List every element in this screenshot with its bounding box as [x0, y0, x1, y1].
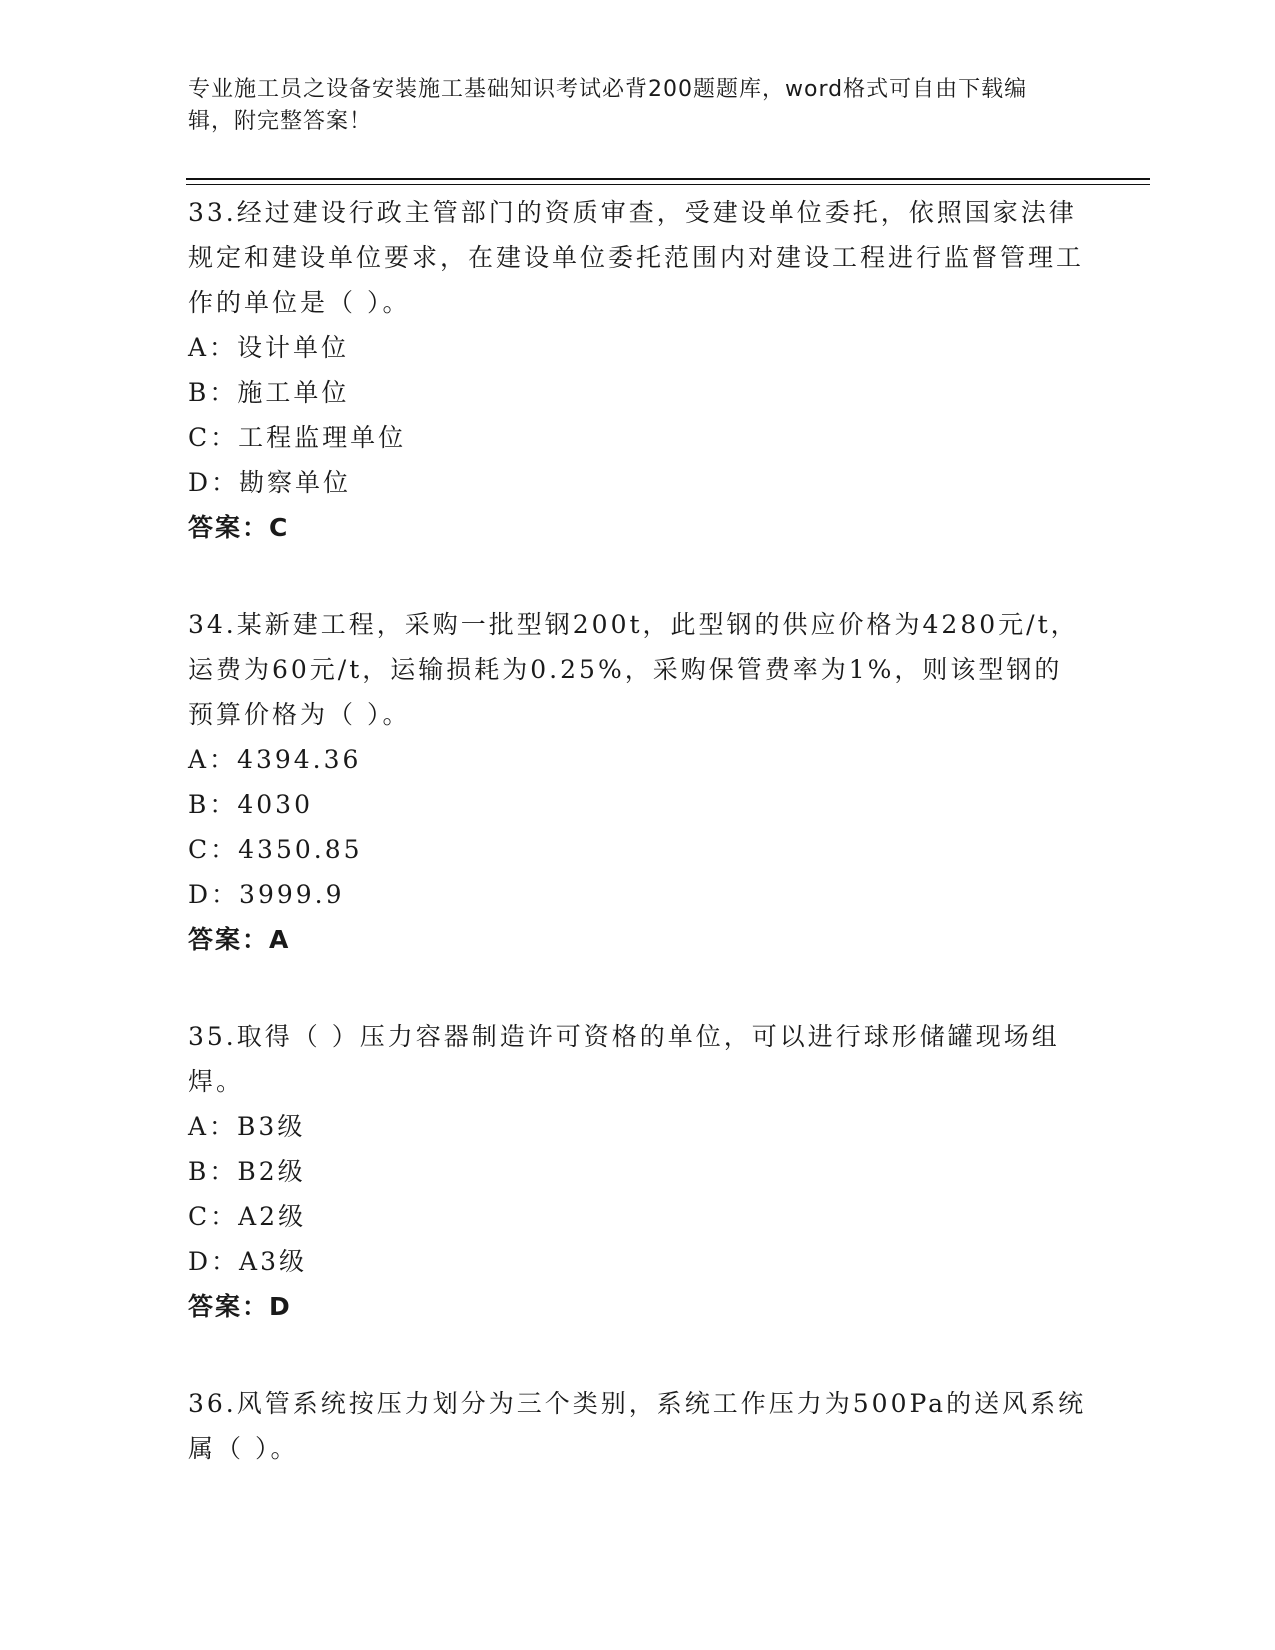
- option-d: D：A3级: [188, 1247, 308, 1276]
- option-b: B：4030: [188, 790, 313, 819]
- question-36: [188, 1381, 1088, 1471]
- question-stem: 36.风管系统按压力划分为三个类别，系统工作压力为500Pa的送风系统属（ ）。: [188, 1389, 1087, 1463]
- option-a: A：B3级: [188, 1112, 306, 1141]
- option-b: B：施工单位: [188, 378, 350, 407]
- answer-label: 答案：C: [188, 513, 290, 542]
- question-34: [188, 602, 1088, 962]
- option-c: C：工程监理单位: [188, 423, 407, 452]
- answer-label: 答案：A: [188, 925, 291, 954]
- question-list: [188, 190, 1088, 1523]
- option-a: A：设计单位: [188, 333, 350, 362]
- option-d: D：3999.9: [188, 880, 345, 909]
- header-divider: [186, 178, 1150, 185]
- question-stem: 34.某新建工程，采购一批型钢200t，此型钢的供应价格为4280元/t，运费为60元/t，运输损耗为0.25%，采购保管费率为1%，则该型钢的预算价格为（ ）。: [188, 610, 1079, 729]
- question-35: [188, 1014, 1088, 1329]
- question-stem: 35.取得（ ）压力容器制造许可资格的单位，可以进行球形储罐现场组焊。: [188, 1022, 1060, 1096]
- option-d: D：勘察单位: [188, 468, 352, 497]
- question-33: [188, 190, 1088, 550]
- question-stem: 33.经过建设行政主管部门的资质审查，受建设单位委托，依照国家法律规定和建设单位要求，在建设单位委托范围内对建设工程进行监督管理工作的单位是（ ）。: [188, 198, 1085, 317]
- option-c: C：A2级: [188, 1202, 307, 1231]
- option-c: C：4350.85: [188, 835, 363, 864]
- option-b: B：B2级: [188, 1157, 306, 1186]
- option-a: A：4394.36: [188, 745, 362, 774]
- document-header: 专业施工员之设备安装施工基础知识考试必背200题题库，word格式可自由下载编辑，附完整答案！: [188, 77, 1028, 134]
- answer-label: 答案：D: [188, 1292, 292, 1321]
